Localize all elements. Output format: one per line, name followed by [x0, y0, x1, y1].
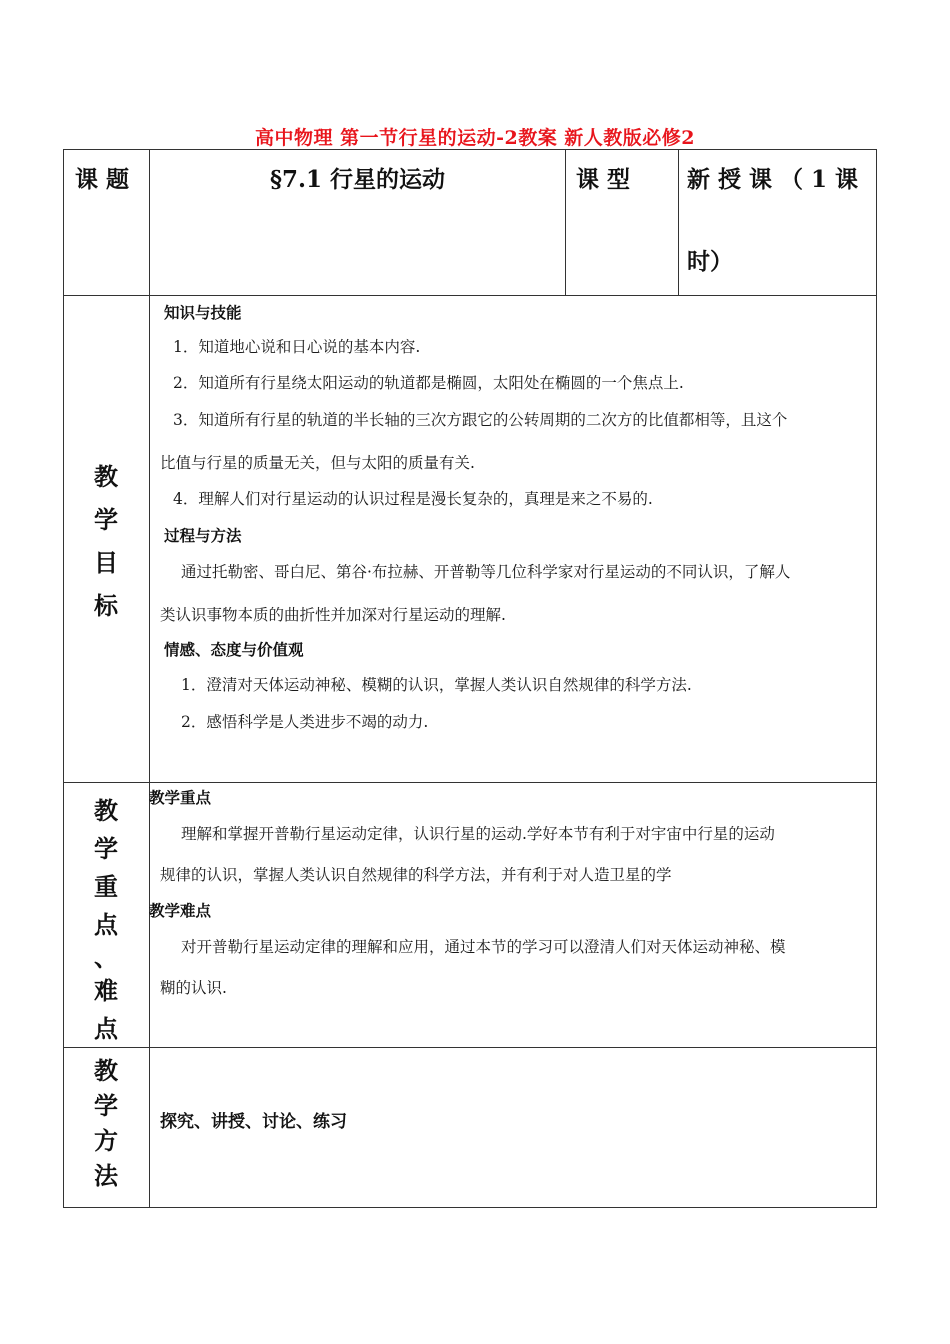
attitude-item-1: 1．澄清对天体运动神秘、模糊的认识，掌握人类认识自然规律的科学方法.: [181, 676, 692, 694]
row-divider-1: [63, 295, 877, 296]
knowledge-item-3-line1: 3．知道所有行星的轨道的半长轴的三次方跟它的公转周期的二次方的比值都相等，且这个: [173, 411, 788, 429]
method-label-char: 学: [94, 1091, 118, 1120]
keypoints-label-char: 学: [94, 834, 118, 863]
keypoints-label: [63, 792, 149, 1048]
table-border-left: [63, 149, 64, 1208]
method-label-char: 方: [94, 1126, 118, 1155]
topic-label: 课 题: [75, 166, 130, 193]
objectives-label-char: 教: [94, 462, 118, 491]
column-divider-label: [149, 149, 150, 1208]
method-label-char: 法: [94, 1161, 118, 1190]
method-label-char: 教: [94, 1056, 118, 1085]
process-text-line1: 通过托勒密、哥白尼、第谷·布拉赫、开普勒等几位科学家对行星运动的不同认识，了解人: [181, 563, 791, 581]
keypoints-label-char: 点: [94, 910, 118, 939]
knowledge-item-1: 1．知道地心说和日心说的基本内容.: [173, 338, 421, 356]
row-divider-3: [63, 1047, 877, 1048]
method-label: [63, 1053, 149, 1193]
lesson-type-value-line1: 新 授 课 （ 1 课: [687, 166, 859, 193]
knowledge-item-3-line2: 比值与行星的质量无关，但与太阳的质量有关.: [160, 454, 475, 472]
process-text-line2: 类认识事物本质的曲折性并加深对行星运动的理解.: [160, 606, 506, 624]
process-heading: 过程与方法: [164, 526, 242, 545]
knowledge-item-4: 4．理解人们对行星运动的认识过程是漫长复杂的，真理是来之不易的.: [173, 490, 653, 508]
attitude-heading: 情感、态度与价值观: [164, 640, 304, 659]
row-divider-2: [63, 782, 877, 783]
table-border-right: [876, 149, 877, 1208]
keypoints-label-char: 教: [94, 796, 118, 825]
document-title: 高中物理 第一节行星的运动-2教案 新人教版必修2: [254, 127, 696, 149]
difficulty-heading: 教学难点: [149, 901, 212, 920]
method-content: 探究、讲授、讨论、练习: [160, 1112, 347, 1132]
knowledge-heading: 知识与技能: [164, 303, 242, 322]
column-divider-type-value: [678, 149, 679, 296]
attitude-item-2: 2．感悟科学是人类进步不竭的动力.: [181, 713, 429, 731]
table-border-bottom: [63, 1207, 877, 1208]
objectives-label: [63, 455, 149, 627]
lesson-type-label: 课 型: [576, 166, 631, 193]
keypoints-label-char: 难: [94, 976, 118, 1005]
objectives-label-char: 目: [94, 548, 118, 577]
column-divider-type-label: [565, 149, 566, 296]
lesson-type-value-line2: 时）: [687, 248, 733, 275]
table-border-top: [63, 149, 877, 150]
topic-value: §7.1 行星的运动: [270, 166, 446, 193]
focus-text-line2: 规律的认识，掌握人类认识自然规律的科学方法，并有利于对人造卫星的学: [160, 866, 672, 884]
difficulty-text-line1: 对开普勒行星运动定律的理解和应用，通过本节的学习可以澄清人们对天体运动神秘、模: [181, 938, 786, 956]
keypoints-label-char: 重: [94, 872, 118, 901]
knowledge-item-2: 2．知道所有行星绕太阳运动的轨道都是椭圆，太阳处在椭圆的一个焦点上.: [173, 374, 684, 392]
objectives-label-char: 学: [94, 505, 118, 534]
focus-text-line1: 理解和掌握开普勒行星运动定律，认识行星的运动.学好本节有利于对宇宙中行星的运动: [181, 825, 775, 843]
lesson-plan-table: [63, 149, 877, 1208]
difficulty-text-line2: 糊的认识.: [160, 979, 227, 997]
keypoints-label-char: 点: [94, 1014, 118, 1043]
objectives-label-char: 标: [94, 591, 118, 620]
keypoints-label-char: 、: [94, 943, 118, 972]
focus-heading: 教学重点: [149, 788, 212, 807]
